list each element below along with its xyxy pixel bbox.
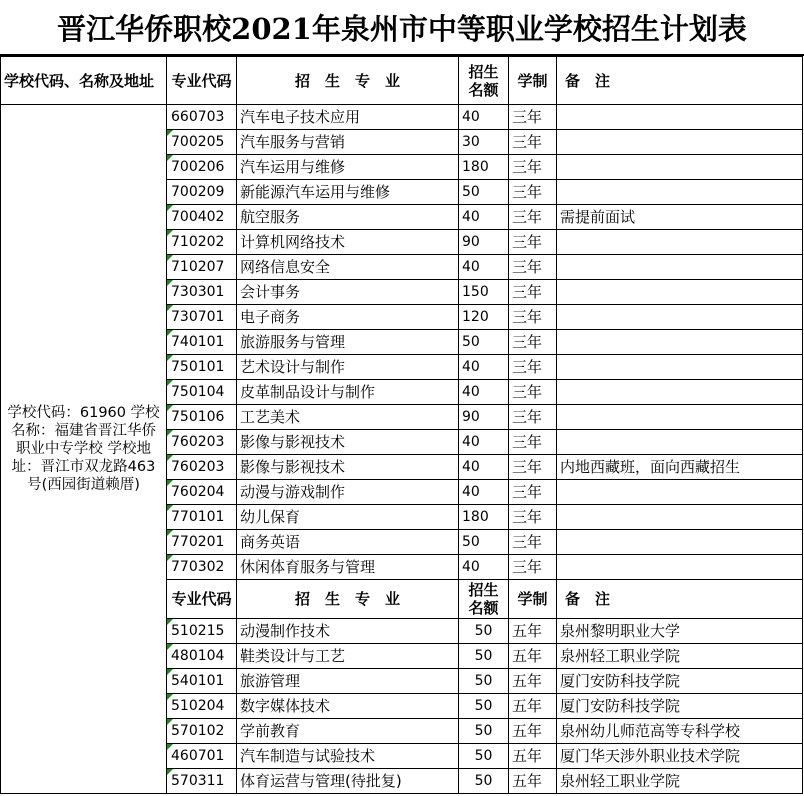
major-name: 新能源汽车运用与维修 xyxy=(237,180,459,205)
quota: 90 xyxy=(459,405,509,430)
major-name: 旅游管理 xyxy=(237,669,459,694)
note xyxy=(557,255,803,280)
quota: 120 xyxy=(459,305,509,330)
header-school: 学校代码、名称及地址 xyxy=(1,57,167,105)
quota: 40 xyxy=(459,455,509,480)
major-name: 体育运营与管理(待批复) xyxy=(237,769,459,794)
years: 三年 xyxy=(509,530,557,555)
major-name: 学前教育 xyxy=(237,719,459,744)
major-name: 鞋类设计与工艺 xyxy=(237,644,459,669)
note xyxy=(557,380,803,405)
years: 五年 xyxy=(509,669,557,694)
quota: 50 xyxy=(459,694,509,719)
major-name: 汽车制造与试验技术 xyxy=(237,744,459,769)
years: 三年 xyxy=(509,380,557,405)
quota: 50 xyxy=(459,769,509,794)
note xyxy=(557,480,803,505)
quota: 50 xyxy=(459,180,509,205)
note: 泉州轻工职业学院 xyxy=(557,644,803,669)
note: 厦门安防科技学院 xyxy=(557,669,803,694)
page-title: 晋江华侨职校2021年泉州市中等职业学校招生计划表 xyxy=(0,0,804,56)
header-major: 招 生 专 业 xyxy=(237,57,459,105)
major-name: 网络信息安全 xyxy=(237,255,459,280)
quota: 50 xyxy=(459,669,509,694)
major-name: 影像与影视技术 xyxy=(237,430,459,455)
quota: 50 xyxy=(459,330,509,355)
years: 五年 xyxy=(509,719,557,744)
note xyxy=(557,155,803,180)
major-code: 730701 xyxy=(167,305,237,330)
major-code: 570311 xyxy=(167,769,237,794)
header-row xyxy=(1,57,803,105)
major-name: 影像与影视技术 xyxy=(237,455,459,480)
note xyxy=(557,130,803,155)
quota: 50 xyxy=(459,644,509,669)
major-name: 航空服务 xyxy=(237,205,459,230)
note: 内地西藏班，面向西藏招生 xyxy=(557,455,803,480)
major-name: 皮革制品设计与制作 xyxy=(237,380,459,405)
quota: 40 xyxy=(459,105,509,130)
major-code: 770101 xyxy=(167,505,237,530)
table-row xyxy=(1,105,803,130)
major-code: 760203 xyxy=(167,455,237,480)
years: 三年 xyxy=(509,180,557,205)
major-name: 动漫与游戏制作 xyxy=(237,480,459,505)
years: 五年 xyxy=(509,769,557,794)
note: 厦门华天涉外职业技术学院 xyxy=(557,744,803,769)
major-code: 510215 xyxy=(167,619,237,644)
note xyxy=(557,105,803,130)
major-code: 570102 xyxy=(167,719,237,744)
major-code: 770201 xyxy=(167,530,237,555)
quota: 40 xyxy=(459,430,509,455)
years: 三年 xyxy=(509,105,557,130)
years: 三年 xyxy=(509,480,557,505)
header-note: 备 注 xyxy=(557,57,803,105)
header2-note: 备 注 xyxy=(557,580,803,619)
quota: 40 xyxy=(459,380,509,405)
note xyxy=(557,230,803,255)
quota: 40 xyxy=(459,355,509,380)
years: 五年 xyxy=(509,744,557,769)
major-name: 计算机网络技术 xyxy=(237,230,459,255)
quota: 40 xyxy=(459,480,509,505)
major-name: 商务英语 xyxy=(237,530,459,555)
quota: 30 xyxy=(459,130,509,155)
quota: 180 xyxy=(459,505,509,530)
note xyxy=(557,355,803,380)
years: 三年 xyxy=(509,455,557,480)
major-name: 汽车电子技术应用 xyxy=(237,105,459,130)
quota: 40 xyxy=(459,555,509,580)
years: 三年 xyxy=(509,305,557,330)
header-quota: 招生名额 xyxy=(459,57,509,105)
note xyxy=(557,430,803,455)
note: 泉州幼儿师范高等专科学校 xyxy=(557,719,803,744)
major-code: 740101 xyxy=(167,330,237,355)
note: 泉州轻工职业学院 xyxy=(557,769,803,794)
note xyxy=(557,305,803,330)
major-name: 数字媒体技术 xyxy=(237,694,459,719)
major-code: 710207 xyxy=(167,255,237,280)
note: 泉州黎明职业大学 xyxy=(557,619,803,644)
major-code: 700209 xyxy=(167,180,237,205)
quota: 50 xyxy=(459,619,509,644)
major-code: 750106 xyxy=(167,405,237,430)
enrollment-table xyxy=(0,56,803,794)
major-code: 750104 xyxy=(167,380,237,405)
major-name: 旅游服务与管理 xyxy=(237,330,459,355)
years: 三年 xyxy=(509,205,557,230)
years: 三年 xyxy=(509,555,557,580)
major-code: 460701 xyxy=(167,744,237,769)
major-code: 760204 xyxy=(167,480,237,505)
major-code: 510204 xyxy=(167,694,237,719)
header2-major: 招 生 专 业 xyxy=(237,580,459,619)
major-name: 休闲体育服务与管理 xyxy=(237,555,459,580)
school-info: 学校代码：61960 学校名称：福建省晋江华侨职业中专学校 学校地址：晋江市双龙路463号(西园街道赖厝) xyxy=(1,105,167,794)
note xyxy=(557,405,803,430)
major-code: 700205 xyxy=(167,130,237,155)
table-body xyxy=(1,57,803,794)
major-name: 汽车服务与营销 xyxy=(237,130,459,155)
years: 三年 xyxy=(509,505,557,530)
quota: 40 xyxy=(459,255,509,280)
major-code: 700206 xyxy=(167,155,237,180)
quota: 180 xyxy=(459,155,509,180)
years: 三年 xyxy=(509,330,557,355)
major-code: 760203 xyxy=(167,430,237,455)
years: 三年 xyxy=(509,255,557,280)
quota: 50 xyxy=(459,530,509,555)
major-code: 770302 xyxy=(167,555,237,580)
major-code: 480104 xyxy=(167,644,237,669)
note: 厦门安防科技学院 xyxy=(557,694,803,719)
major-code: 660703 xyxy=(167,105,237,130)
header2-years: 学制 xyxy=(509,580,557,619)
major-name: 工艺美术 xyxy=(237,405,459,430)
note xyxy=(557,555,803,580)
years: 三年 xyxy=(509,155,557,180)
major-name: 电子商务 xyxy=(237,305,459,330)
major-code: 710202 xyxy=(167,230,237,255)
years: 三年 xyxy=(509,230,557,255)
years: 三年 xyxy=(509,130,557,155)
quota: 40 xyxy=(459,205,509,230)
years: 三年 xyxy=(509,430,557,455)
header2-code: 专业代码 xyxy=(167,580,237,619)
header-code: 专业代码 xyxy=(167,57,237,105)
note xyxy=(557,180,803,205)
years: 五年 xyxy=(509,694,557,719)
major-name: 艺术设计与制作 xyxy=(237,355,459,380)
years: 五年 xyxy=(509,644,557,669)
note xyxy=(557,280,803,305)
header2-quota: 招生名额 xyxy=(459,580,509,619)
note xyxy=(557,330,803,355)
quota: 50 xyxy=(459,719,509,744)
note xyxy=(557,530,803,555)
major-code: 700402 xyxy=(167,205,237,230)
note xyxy=(557,505,803,530)
major-name: 汽车运用与维修 xyxy=(237,155,459,180)
major-code: 730301 xyxy=(167,280,237,305)
major-code: 540101 xyxy=(167,669,237,694)
quota: 50 xyxy=(459,744,509,769)
note: 需提前面试 xyxy=(557,205,803,230)
major-name: 会计事务 xyxy=(237,280,459,305)
quota: 150 xyxy=(459,280,509,305)
major-code: 750101 xyxy=(167,355,237,380)
years: 五年 xyxy=(509,619,557,644)
years: 三年 xyxy=(509,280,557,305)
major-name: 幼儿保育 xyxy=(237,505,459,530)
major-name: 动漫制作技术 xyxy=(237,619,459,644)
header-years: 学制 xyxy=(509,57,557,105)
quota: 90 xyxy=(459,230,509,255)
years: 三年 xyxy=(509,405,557,430)
years: 三年 xyxy=(509,355,557,380)
